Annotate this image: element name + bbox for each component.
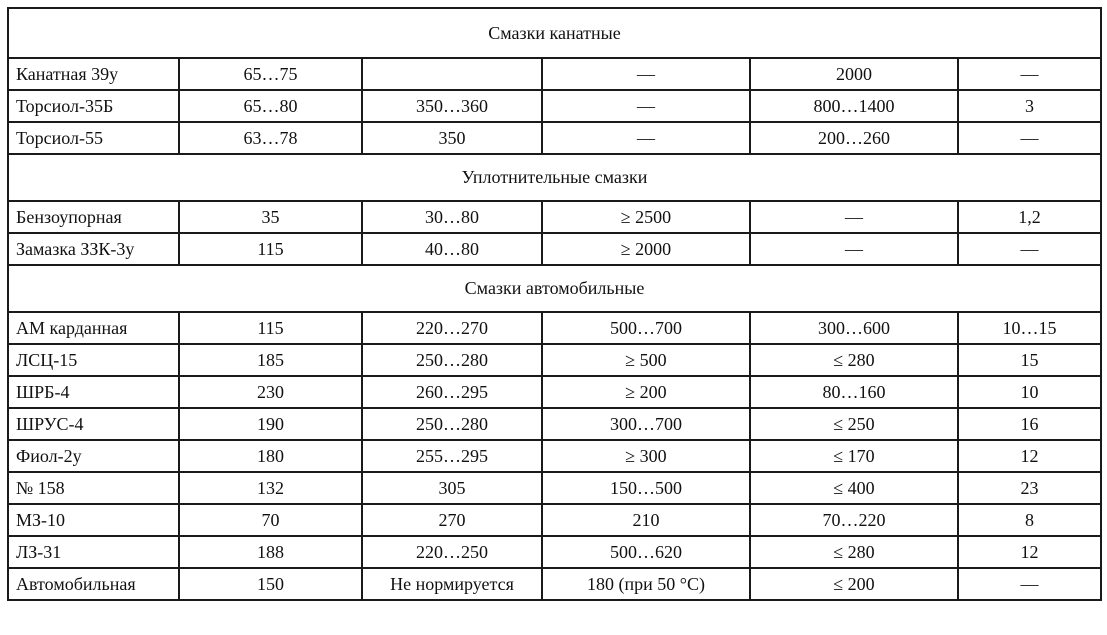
table-cell: 2000 [750, 58, 958, 90]
table-cell: ≤ 280 [750, 344, 958, 376]
lubricant-name-cell: Торсиол-35Б [8, 90, 179, 122]
table-cell: 70…220 [750, 504, 958, 536]
table-row [8, 344, 1101, 376]
table-cell: 8 [958, 504, 1101, 536]
table-body [8, 8, 1101, 600]
table-cell: 10…15 [958, 312, 1101, 344]
table-cell: 250…280 [362, 408, 542, 440]
table-cell: ≥ 2500 [542, 201, 750, 233]
table-cell: 35 [179, 201, 362, 233]
table-cell: 230 [179, 376, 362, 408]
table-cell: — [958, 58, 1101, 90]
table-cell: ≤ 200 [750, 568, 958, 600]
table-cell: 150…500 [542, 472, 750, 504]
table-cell: Не нормируется [362, 568, 542, 600]
table-cell: 12 [958, 536, 1101, 568]
table-row [8, 122, 1101, 154]
lubricant-name-cell: № 158 [8, 472, 179, 504]
table-cell: 255…295 [362, 440, 542, 472]
table-row [8, 536, 1101, 568]
table-cell: 132 [179, 472, 362, 504]
lubricant-name-cell: ЛСЦ-15 [8, 344, 179, 376]
table-cell: 220…270 [362, 312, 542, 344]
table-cell: 500…700 [542, 312, 750, 344]
table-cell: 40…80 [362, 233, 542, 265]
lubricant-name-cell: Автомобильная [8, 568, 179, 600]
table-cell: 16 [958, 408, 1101, 440]
table-cell: 65…75 [179, 58, 362, 90]
table-cell: 80…160 [750, 376, 958, 408]
table-cell: 63…78 [179, 122, 362, 154]
table-cell: — [542, 90, 750, 122]
table-cell: 15 [958, 344, 1101, 376]
table-row [8, 472, 1101, 504]
table-cell: 12 [958, 440, 1101, 472]
table-cell: 220…250 [362, 536, 542, 568]
lubricant-name-cell: Замазка ЗЗК-3у [8, 233, 179, 265]
table-cell: ≥ 2000 [542, 233, 750, 265]
table-cell: 30…80 [362, 201, 542, 233]
table-cell: 260…295 [362, 376, 542, 408]
lubricant-name-cell: ШРБ-4 [8, 376, 179, 408]
table-cell: 70 [179, 504, 362, 536]
table-cell: — [542, 122, 750, 154]
table-row [8, 233, 1101, 265]
table-cell: 150 [179, 568, 362, 600]
table-cell: 210 [542, 504, 750, 536]
table-cell: 305 [362, 472, 542, 504]
table-row [8, 58, 1101, 90]
table-row [8, 568, 1101, 600]
lubricant-name-cell: Фиол-2у [8, 440, 179, 472]
lubricant-name-cell: Бензоупорная [8, 201, 179, 233]
table-cell: — [750, 233, 958, 265]
table-cell: 300…700 [542, 408, 750, 440]
section-header-row [8, 265, 1101, 312]
table-cell: — [958, 568, 1101, 600]
table-cell: ≤ 280 [750, 536, 958, 568]
table-cell: 350 [362, 122, 542, 154]
table-cell: ≤ 250 [750, 408, 958, 440]
table-cell: ≥ 300 [542, 440, 750, 472]
table-cell: 180 (при 50 °С) [542, 568, 750, 600]
table-cell: 500…620 [542, 536, 750, 568]
table-cell: 115 [179, 233, 362, 265]
table-cell: 115 [179, 312, 362, 344]
table-cell: 250…280 [362, 344, 542, 376]
table-cell: ≤ 400 [750, 472, 958, 504]
table-cell: 3 [958, 90, 1101, 122]
table-cell: 65…80 [179, 90, 362, 122]
table-row [8, 201, 1101, 233]
table-row [8, 504, 1101, 536]
section-header-row [8, 154, 1101, 201]
table-cell: 10 [958, 376, 1101, 408]
lubricant-name-cell: Торсиол-55 [8, 122, 179, 154]
section-title: Уплотнительные смазки [8, 154, 1101, 201]
section-title: Смазки канатные [8, 8, 1101, 58]
lubricant-name-cell: АМ карданная [8, 312, 179, 344]
table-cell: — [958, 122, 1101, 154]
table-cell: 200…260 [750, 122, 958, 154]
table-cell: 270 [362, 504, 542, 536]
table-cell: 23 [958, 472, 1101, 504]
table-cell: 350…360 [362, 90, 542, 122]
table-cell: — [958, 233, 1101, 265]
section-title: Смазки автомобильные [8, 265, 1101, 312]
table-cell: 185 [179, 344, 362, 376]
lubricant-name-cell: Канатная 39у [8, 58, 179, 90]
table-cell: 300…600 [750, 312, 958, 344]
table-cell: 1,2 [958, 201, 1101, 233]
table-row [8, 90, 1101, 122]
table-cell: — [542, 58, 750, 90]
table-row [8, 376, 1101, 408]
table-cell: 800…1400 [750, 90, 958, 122]
lubricant-name-cell: МЗ-10 [8, 504, 179, 536]
table-row [8, 408, 1101, 440]
lubricant-name-cell: ШРУС-4 [8, 408, 179, 440]
table-cell [362, 58, 542, 90]
table-row [8, 440, 1101, 472]
lubricant-name-cell: ЛЗ-31 [8, 536, 179, 568]
table-cell: ≥ 200 [542, 376, 750, 408]
table-cell: ≤ 170 [750, 440, 958, 472]
table-cell: 188 [179, 536, 362, 568]
table-cell: 180 [179, 440, 362, 472]
table-cell: — [750, 201, 958, 233]
section-header-row [8, 8, 1101, 58]
table-row [8, 312, 1101, 344]
table-cell: 190 [179, 408, 362, 440]
lubricants-table [7, 7, 1102, 601]
table-cell: ≥ 500 [542, 344, 750, 376]
